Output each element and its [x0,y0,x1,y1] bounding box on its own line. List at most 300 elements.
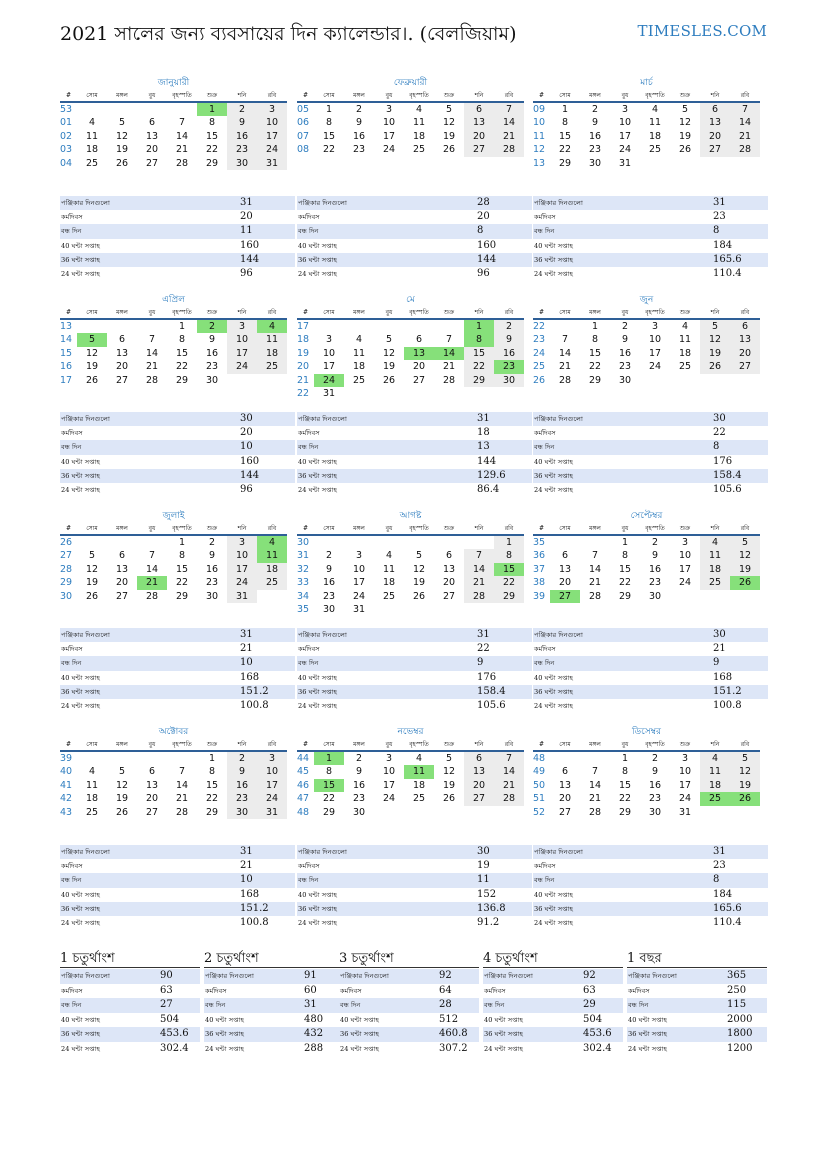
day-cell[interactable]: 27 [442,590,456,602]
day-cell[interactable]: 19 [730,779,760,792]
day-cell[interactable]: 12 [442,117,456,129]
day-cell[interactable]: 17 [678,563,692,575]
day-cell[interactable]: 11 [352,347,366,359]
day-cell[interactable]: 2 [325,550,333,562]
day-cell[interactable]: 9 [651,550,659,562]
day-cell[interactable]: 18 [257,347,287,360]
day-cell[interactable]: 16 [352,130,366,142]
day-cell[interactable]: 11 [700,549,730,562]
day-cell[interactable]: 4 [355,334,363,346]
day-cell[interactable]: 4 [700,751,730,765]
day-cell[interactable]: 22 [494,576,524,589]
day-cell[interactable]: 22 [175,577,189,589]
day-cell[interactable]: 19 [115,144,129,156]
day-cell[interactable]: 9 [208,550,216,562]
day-cell[interactable]: 26 [382,374,396,386]
day-cell[interactable]: 1 [561,104,569,115]
day-cell[interactable]: 30 [648,806,662,818]
day-cell[interactable]: 23 [227,792,257,805]
day-cell[interactable]: 23 [227,143,257,156]
day-cell[interactable]: 1 [178,537,186,548]
day-cell[interactable]: 29 [205,806,219,818]
day-cell[interactable]: 9 [355,766,363,778]
day-cell[interactable]: 5 [118,766,126,778]
day-cell[interactable]: 12 [85,347,99,359]
day-cell[interactable]: 24 [618,144,632,156]
day-cell[interactable]: 6 [148,766,156,778]
day-cell[interactable]: 12 [678,117,692,129]
day-cell[interactable]: 10 [382,117,396,129]
day-cell[interactable]: 13 [115,347,129,359]
day-cell[interactable]: 27 [700,143,730,156]
day-cell[interactable]: 6 [561,550,569,562]
day-cell[interactable]: 1 [621,537,629,548]
day-cell[interactable]: 9 [651,766,659,778]
holiday-cell[interactable]: 26 [730,792,760,805]
day-cell[interactable]: 23 [352,144,366,156]
day-cell[interactable]: 5 [681,104,689,115]
day-cell[interactable]: 20 [145,793,159,805]
day-cell[interactable]: 28 [175,806,189,818]
day-cell[interactable]: 19 [412,577,426,589]
day-cell[interactable]: 27 [464,143,494,156]
holiday-cell[interactable]: 1 [197,102,227,116]
holiday-cell[interactable]: 21 [137,576,167,589]
day-cell[interactable]: 31 [678,806,692,818]
day-cell[interactable]: 10 [382,766,396,778]
day-cell[interactable]: 13 [464,116,494,129]
day-cell[interactable]: 5 [445,753,453,764]
holiday-cell[interactable]: 4 [257,319,287,333]
day-cell[interactable]: 17 [257,779,287,792]
day-cell[interactable]: 21 [558,361,572,373]
day-cell[interactable]: 25 [678,361,692,373]
day-cell[interactable]: 26 [115,157,129,169]
day-cell[interactable]: 21 [494,779,524,792]
day-cell[interactable]: 28 [588,806,602,818]
day-cell[interactable]: 19 [730,563,760,576]
day-cell[interactable]: 30 [588,157,602,169]
day-cell[interactable]: 21 [175,144,189,156]
holiday-cell[interactable]: 24 [314,374,344,387]
day-cell[interactable]: 24 [227,576,257,589]
day-cell[interactable]: 14 [558,347,572,359]
day-cell[interactable]: 29 [205,157,219,169]
day-cell[interactable]: 17 [352,577,366,589]
day-cell[interactable]: 27 [558,806,572,818]
holiday-cell[interactable]: 27 [550,590,580,603]
day-cell[interactable]: 20 [442,577,456,589]
holiday-cell[interactable]: 1 [464,319,494,333]
day-cell[interactable]: 9 [355,117,363,129]
day-cell[interactable]: 28 [442,374,456,386]
day-cell[interactable]: 9 [227,765,257,778]
day-cell[interactable]: 14 [145,347,159,359]
day-cell[interactable]: 22 [322,793,336,805]
holiday-cell[interactable]: 11 [257,549,287,562]
day-cell[interactable]: 13 [558,563,572,575]
day-cell[interactable]: 31 [352,604,366,616]
day-cell[interactable]: 12 [115,779,129,791]
day-cell[interactable]: 13 [145,779,159,791]
day-cell[interactable]: 8 [325,117,333,129]
day-cell[interactable]: 4 [385,550,393,562]
day-cell[interactable]: 17 [257,130,287,143]
day-cell[interactable]: 12 [700,333,730,346]
day-cell[interactable]: 28 [494,143,524,156]
day-cell[interactable]: 29 [588,374,602,386]
day-cell[interactable]: 21 [442,361,456,373]
day-cell[interactable]: 21 [588,577,602,589]
day-cell[interactable]: 10 [322,347,336,359]
holiday-cell[interactable]: 23 [494,360,524,373]
day-cell[interactable]: 2 [651,537,659,548]
day-cell[interactable]: 21 [494,130,524,143]
day-cell[interactable]: 25 [352,374,366,386]
day-cell[interactable]: 3 [651,321,659,332]
day-cell[interactable]: 19 [700,347,730,360]
day-cell[interactable]: 18 [700,563,730,576]
day-cell[interactable]: 7 [591,766,599,778]
day-cell[interactable]: 7 [445,334,453,346]
day-cell[interactable]: 27 [412,374,426,386]
day-cell[interactable]: 28 [494,792,524,805]
day-cell[interactable]: 25 [700,576,730,589]
day-cell[interactable]: 2 [651,753,659,764]
day-cell[interactable]: 14 [494,765,524,778]
day-cell[interactable]: 7 [730,102,760,116]
day-cell[interactable]: 27 [115,374,129,386]
day-cell[interactable]: 20 [730,347,760,360]
day-cell[interactable]: 29 [618,806,632,818]
day-cell[interactable]: 18 [648,130,662,142]
day-cell[interactable]: 16 [648,779,662,791]
day-cell[interactable]: 9 [325,563,333,575]
holiday-cell[interactable]: 26 [730,576,760,589]
day-cell[interactable]: 9 [227,116,257,129]
day-cell[interactable]: 11 [257,333,287,346]
day-cell[interactable]: 22 [618,577,632,589]
day-cell[interactable]: 3 [385,753,393,764]
day-cell[interactable]: 5 [700,319,730,333]
day-cell[interactable]: 30 [322,604,336,616]
day-cell[interactable]: 29 [175,590,189,602]
day-cell[interactable]: 5 [730,535,760,549]
day-cell[interactable]: 6 [561,766,569,778]
day-cell[interactable]: 17 [382,130,396,142]
day-cell[interactable]: 12 [442,766,456,778]
day-cell[interactable]: 16 [205,563,219,575]
day-cell[interactable]: 16 [322,577,336,589]
holiday-cell[interactable]: 15 [494,563,524,576]
day-cell[interactable]: 17 [227,347,257,360]
day-cell[interactable]: 15 [618,563,632,575]
day-cell[interactable]: 11 [382,563,396,575]
day-cell[interactable]: 13 [464,765,494,778]
day-cell[interactable]: 9 [621,334,629,346]
day-cell[interactable]: 23 [648,577,662,589]
day-cell[interactable]: 2 [355,104,363,115]
day-cell[interactable]: 11 [85,779,99,791]
day-cell[interactable]: 22 [322,144,336,156]
day-cell[interactable]: 24 [648,361,662,373]
day-cell[interactable]: 27 [145,806,159,818]
day-cell[interactable]: 21 [464,576,494,589]
day-cell[interactable]: 13 [558,779,572,791]
day-cell[interactable]: 14 [175,779,189,791]
day-cell[interactable]: 4 [415,104,423,115]
day-cell[interactable]: 21 [730,130,760,143]
day-cell[interactable]: 18 [257,563,287,576]
day-cell[interactable]: 19 [115,793,129,805]
day-cell[interactable]: 31 [322,388,336,400]
day-cell[interactable]: 18 [678,347,692,359]
day-cell[interactable]: 26 [85,374,99,386]
day-cell[interactable]: 20 [558,577,572,589]
day-cell[interactable]: 7 [148,550,156,562]
day-cell[interactable]: 26 [442,793,456,805]
day-cell[interactable]: 27 [730,360,760,373]
day-cell[interactable]: 13 [145,130,159,142]
day-cell[interactable]: 20 [558,793,572,805]
day-cell[interactable]: 22 [464,360,494,373]
day-cell[interactable]: 13 [442,563,456,575]
day-cell[interactable]: 1 [591,321,599,332]
day-cell[interactable]: 6 [118,550,126,562]
day-cell[interactable]: 4 [700,535,730,549]
day-cell[interactable]: 16 [227,130,257,143]
day-cell[interactable]: 17 [322,361,336,373]
holiday-cell[interactable]: 8 [464,333,494,346]
day-cell[interactable]: 16 [352,779,366,791]
day-cell[interactable]: 24 [382,793,396,805]
day-cell[interactable]: 14 [145,563,159,575]
day-cell[interactable]: 10 [648,334,662,346]
day-cell[interactable]: 14 [175,130,189,142]
day-cell[interactable]: 9 [494,333,524,346]
day-cell[interactable]: 11 [85,130,99,142]
day-cell[interactable]: 14 [494,116,524,129]
day-cell[interactable]: 1 [208,753,216,764]
day-cell[interactable]: 10 [257,116,287,129]
day-cell[interactable]: 27 [145,157,159,169]
day-cell[interactable]: 3 [621,104,629,115]
day-cell[interactable]: 9 [591,117,599,129]
day-cell[interactable]: 23 [205,577,219,589]
day-cell[interactable]: 31 [618,157,632,169]
day-cell[interactable]: 2 [355,753,363,764]
day-cell[interactable]: 31 [227,590,257,603]
day-cell[interactable]: 3 [227,319,257,333]
day-cell[interactable]: 25 [648,144,662,156]
day-cell[interactable]: 14 [588,779,602,791]
day-cell[interactable]: 5 [730,751,760,765]
day-cell[interactable]: 12 [730,549,760,562]
day-cell[interactable]: 18 [352,361,366,373]
day-cell[interactable]: 28 [145,374,159,386]
day-cell[interactable]: 12 [412,563,426,575]
day-cell[interactable]: 20 [115,361,129,373]
day-cell[interactable]: 20 [115,577,129,589]
day-cell[interactable]: 20 [412,361,426,373]
day-cell[interactable]: 20 [700,130,730,143]
day-cell[interactable]: 11 [678,334,692,346]
day-cell[interactable]: 28 [464,590,494,603]
day-cell[interactable]: 26 [442,144,456,156]
day-cell[interactable]: 4 [88,117,96,129]
holiday-cell[interactable]: 13 [404,347,434,360]
day-cell[interactable]: 25 [257,360,287,373]
day-cell[interactable]: 4 [681,321,689,332]
day-cell[interactable]: 22 [205,793,219,805]
day-cell[interactable]: 1 [325,104,333,115]
day-cell[interactable]: 6 [730,319,760,333]
day-cell[interactable]: 10 [227,549,257,562]
day-cell[interactable]: 22 [175,361,189,373]
day-cell[interactable]: 15 [588,347,602,359]
day-cell[interactable]: 16 [588,130,602,142]
day-cell[interactable]: 27 [464,792,494,805]
day-cell[interactable]: 5 [385,334,393,346]
day-cell[interactable]: 8 [178,550,186,562]
day-cell[interactable]: 23 [322,590,336,602]
day-cell[interactable]: 3 [227,535,257,549]
day-cell[interactable]: 27 [115,590,129,602]
day-cell[interactable]: 8 [178,334,186,346]
day-cell[interactable]: 10 [618,117,632,129]
day-cell[interactable]: 28 [558,374,572,386]
day-cell[interactable]: 14 [588,563,602,575]
day-cell[interactable]: 7 [178,766,186,778]
day-cell[interactable]: 1 [494,535,524,549]
day-cell[interactable]: 8 [494,549,524,562]
day-cell[interactable]: 20 [145,144,159,156]
day-cell[interactable]: 24 [257,792,287,805]
day-cell[interactable]: 21 [175,793,189,805]
day-cell[interactable]: 15 [175,563,189,575]
day-cell[interactable]: 2 [227,102,257,116]
day-cell[interactable]: 26 [85,590,99,602]
day-cell[interactable]: 7 [561,334,569,346]
day-cell[interactable]: 2 [227,751,257,765]
day-cell[interactable]: 22 [618,793,632,805]
day-cell[interactable]: 12 [382,347,396,359]
day-cell[interactable]: 9 [208,334,216,346]
day-cell[interactable]: 19 [382,361,396,373]
day-cell[interactable]: 22 [205,144,219,156]
day-cell[interactable]: 29 [464,374,494,387]
day-cell[interactable]: 19 [85,577,99,589]
day-cell[interactable]: 23 [618,361,632,373]
day-cell[interactable]: 15 [175,347,189,359]
day-cell[interactable]: 5 [118,117,126,129]
day-cell[interactable]: 6 [464,102,494,116]
day-cell[interactable]: 8 [621,766,629,778]
day-cell[interactable]: 23 [352,793,366,805]
day-cell[interactable]: 8 [208,117,216,129]
day-cell[interactable]: 2 [621,321,629,332]
day-cell[interactable]: 26 [412,590,426,602]
day-cell[interactable]: 23 [588,144,602,156]
holiday-cell[interactable]: 25 [700,792,730,805]
day-cell[interactable]: 10 [352,563,366,575]
day-cell[interactable]: 15 [464,347,494,360]
day-cell[interactable]: 10 [227,333,257,346]
day-cell[interactable]: 5 [88,550,96,562]
day-cell[interactable]: 10 [678,550,692,562]
day-cell[interactable]: 28 [588,590,602,602]
day-cell[interactable]: 17 [227,563,257,576]
day-cell[interactable]: 16 [227,779,257,792]
day-cell[interactable]: 24 [678,577,692,589]
day-cell[interactable]: 8 [325,766,333,778]
day-cell[interactable]: 25 [412,144,426,156]
day-cell[interactable]: 30 [494,374,524,387]
day-cell[interactable]: 30 [205,374,219,386]
day-cell[interactable]: 16 [205,347,219,359]
day-cell[interactable]: 7 [591,550,599,562]
day-cell[interactable]: 25 [412,793,426,805]
day-cell[interactable]: 8 [561,117,569,129]
day-cell[interactable]: 19 [85,361,99,373]
day-cell[interactable]: 15 [322,130,336,142]
day-cell[interactable]: 17 [618,130,632,142]
day-cell[interactable]: 4 [415,753,423,764]
holiday-cell[interactable]: 14 [434,347,464,360]
day-cell[interactable]: 24 [678,793,692,805]
day-cell[interactable]: 7 [464,549,494,562]
day-cell[interactable]: 7 [148,334,156,346]
day-cell[interactable]: 26 [115,806,129,818]
day-cell[interactable]: 11 [648,117,662,129]
brand-link[interactable]: TIMESLES.COM [637,22,767,40]
day-cell[interactable]: 22 [588,361,602,373]
day-cell[interactable]: 15 [558,130,572,142]
day-cell[interactable]: 6 [118,334,126,346]
day-cell[interactable]: 14 [464,563,494,576]
day-cell[interactable]: 3 [257,102,287,116]
day-cell[interactable]: 3 [681,753,689,764]
day-cell[interactable]: 3 [355,550,363,562]
day-cell[interactable]: 13 [700,116,730,129]
holiday-cell[interactable]: 4 [257,535,287,549]
day-cell[interactable]: 30 [648,590,662,602]
day-cell[interactable]: 31 [257,157,287,170]
day-cell[interactable]: 26 [700,360,730,373]
day-cell[interactable]: 28 [730,143,760,156]
day-cell[interactable]: 17 [382,779,396,791]
day-cell[interactable]: 3 [681,537,689,548]
day-cell[interactable]: 3 [257,751,287,765]
day-cell[interactable]: 10 [257,765,287,778]
day-cell[interactable]: 24 [227,360,257,373]
day-cell[interactable]: 21 [588,793,602,805]
day-cell[interactable]: 13 [115,563,129,575]
day-cell[interactable]: 3 [325,334,333,346]
day-cell[interactable]: 6 [445,550,453,562]
day-cell[interactable]: 30 [227,806,257,819]
day-cell[interactable]: 13 [730,333,760,346]
day-cell[interactable]: 28 [145,590,159,602]
holiday-cell[interactable]: 5 [77,333,107,346]
day-cell[interactable]: 20 [464,779,494,792]
day-cell[interactable]: 4 [651,104,659,115]
day-cell[interactable]: 16 [618,347,632,359]
day-cell[interactable]: 6 [415,334,423,346]
day-cell[interactable]: 21 [145,361,159,373]
day-cell[interactable]: 18 [700,779,730,792]
day-cell[interactable]: 18 [412,130,426,142]
